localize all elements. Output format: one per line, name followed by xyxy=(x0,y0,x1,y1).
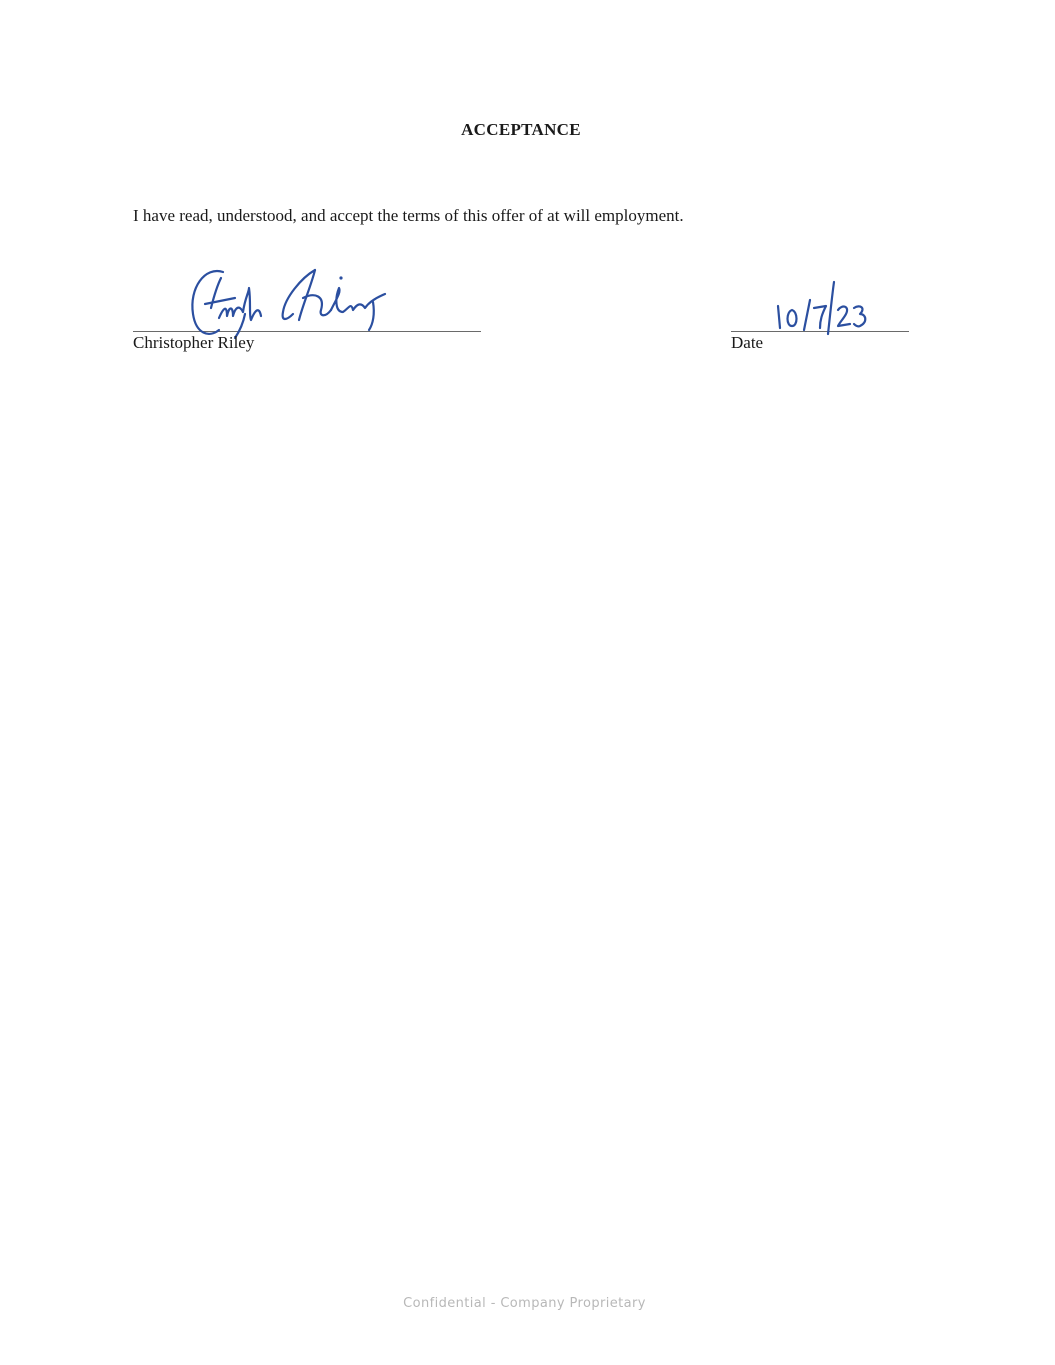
acceptance-statement: I have read, understood, and accept the terms of this offer of at will employment. xyxy=(133,206,684,225)
handwritten-date xyxy=(770,276,880,346)
page-title: ACCEPTANCE xyxy=(461,120,581,139)
svg-text:Christopher Riley: Christopher Riley xyxy=(175,258,183,259)
confidentiality-footer: Confidential - Company Proprietary xyxy=(403,1296,646,1311)
signer-name: Christopher Riley xyxy=(133,333,255,352)
date-label: Date xyxy=(731,333,764,352)
svg-text:10/7/23: 10/7/23 xyxy=(770,276,774,277)
